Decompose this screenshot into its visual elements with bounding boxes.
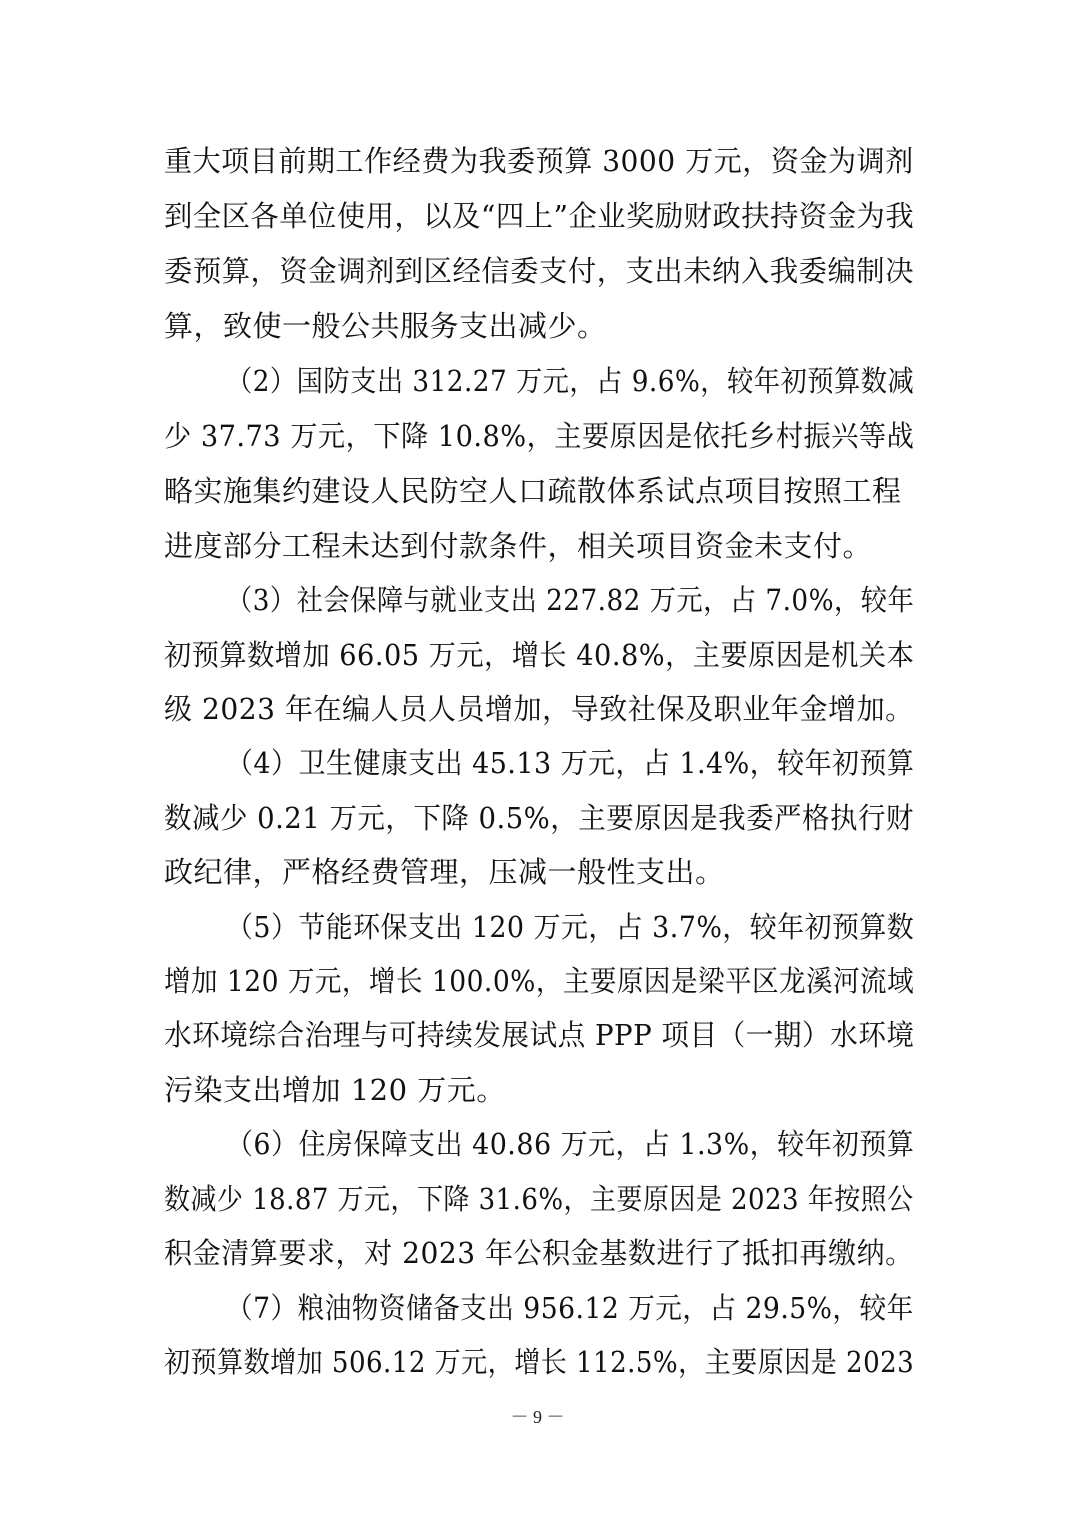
body-line: 少 37.73 万元，下降 10.8%，主要原因是依托乡村振兴等战 — [164, 419, 915, 453]
body-line: 算，致使一般公共服务支出减少。 — [164, 309, 607, 343]
paragraph-2-start: （2）国防支出 312.27 万元，占 9.6%，较年初预算数减 — [226, 364, 915, 398]
body-line: 到全区各单位使用，以及“四上”企业奖励财政扶持资金为我 — [164, 199, 915, 233]
paragraph-6-start: （6）住房保障支出 40.86 万元，占 1.3%，较年初预算 — [226, 1127, 915, 1161]
body-line: 重大项目前期工作经费为我委预算 3000 万元，资金为调剂 — [164, 144, 914, 178]
paragraph-3-start: （3）社会保障与就业支出 227.82 万元，占 7.0%，较年 — [226, 583, 915, 617]
paragraph-4-start: （4）卫生健康支出 45.13 万元，占 1.4%，较年初预算 — [226, 746, 915, 780]
body-line: 政纪律，严格经费管理，压减一般性支出。 — [164, 855, 725, 889]
body-line: 初预算数增加 66.05 万元，增长 40.8%，主要原因是机关本 — [164, 638, 915, 672]
body-line: 积金清算要求，对 2023 年公积金基数进行了抵扣再缴纳。 — [164, 1236, 914, 1270]
body-line: 增加 120 万元，增长 100.0%，主要原因是梁平区龙溪河流域 — [164, 964, 915, 998]
body-line: 委预算，资金调剂到区经信委支付，支出未纳入我委编制决 — [164, 254, 915, 288]
body-line: 初预算数增加 506.12 万元，增长 112.5%，主要原因是 2023 — [164, 1345, 915, 1379]
body-line: 数减少 0.21 万元，下降 0.5%，主要原因是我委严格执行财 — [164, 801, 914, 835]
body-line: 数减少 18.87 万元，下降 31.6%，主要原因是 2023 年按照公 — [164, 1182, 914, 1216]
body-line: 略实施集约建设人民防空人口疏散体系试点项目按照工程 — [164, 474, 902, 508]
body-line: 级 2023 年在编人员人员增加，导致社保及职业年金增加。 — [164, 692, 914, 726]
paragraph-5-start: （5）节能环保支出 120 万元，占 3.7%，较年初预算数 — [226, 910, 915, 944]
body-line: 进度部分工程未达到付款条件，相关项目资金未支付。 — [164, 529, 873, 563]
page-number: － 9 － — [510, 1407, 565, 1427]
paragraph-7-start: （7）粮油物资储备支出 956.12 万元，占 29.5%，较年 — [226, 1291, 914, 1325]
body-line: 水环境综合治理与可持续发展试点 PPP 项目（一期）水环境 — [164, 1018, 915, 1052]
body-line: 污染支出增加 120 万元。 — [164, 1073, 506, 1107]
